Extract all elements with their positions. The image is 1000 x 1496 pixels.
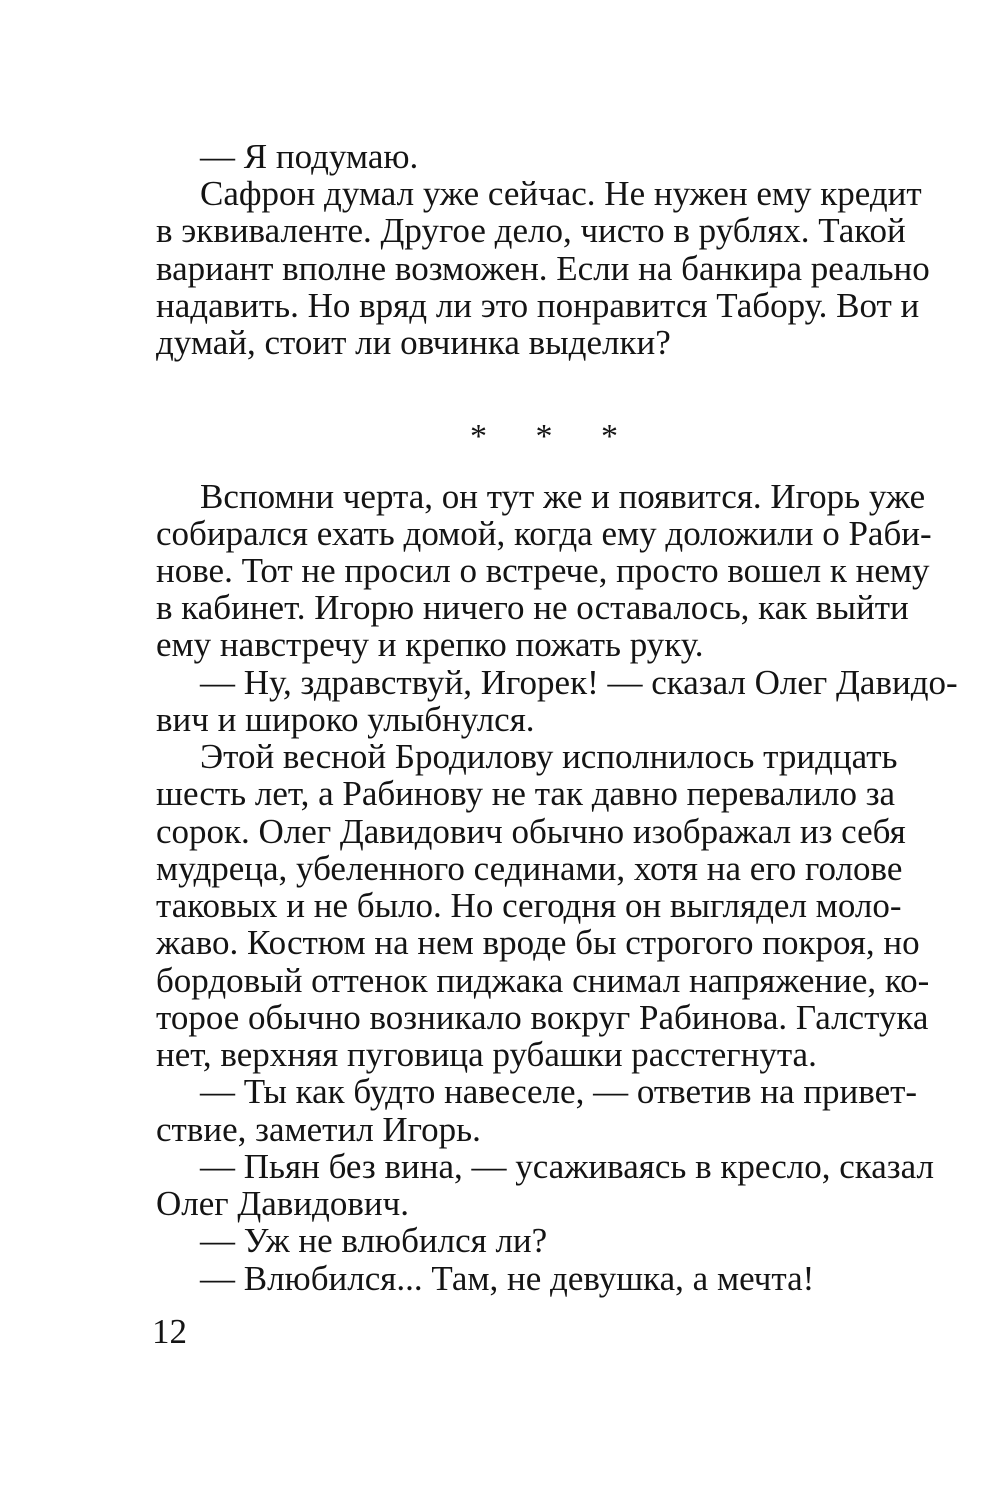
text-line: торое обычно возникало вокруг Рабинова. Галстука [156, 998, 929, 1037]
text-line: — Пьян без вина, — усаживаясь в кресло, сказал [200, 1147, 934, 1186]
text-line: ему навстречу и крепко пожать руку. [156, 625, 704, 664]
page-number: 12 [152, 1312, 187, 1351]
text-line: Сафрон думал уже сейчас. Не нужен ему кредит [200, 174, 922, 213]
text-line: — Влюбился... Там, не девушка, а мечта! [200, 1259, 815, 1298]
text-line: думай, стоит ли овчинка выделки? [156, 323, 671, 362]
text-line: ствие, заметил Игорь. [156, 1110, 481, 1149]
text-line: нет, верхняя пуговица рубашки расстегнута. [156, 1035, 817, 1074]
text-line: — Ты как будто навеселе, — ответив на привет- [200, 1072, 918, 1111]
text-line: Олег Давидович. [156, 1184, 409, 1223]
text-line: таковых и не было. Но сегодня он выглядел моло- [156, 886, 902, 925]
text-line: нове. Тот не просил о встрече, просто вошел к нему [156, 551, 930, 590]
text-line: Этой весной Бродилову исполнилось тридцать [200, 737, 898, 776]
text-line: — Уж не влюбился ли? [200, 1221, 548, 1260]
text-line: надавить. Но вряд ли это понравится Табору. Вот и [156, 286, 920, 325]
section-separator: * * * [470, 418, 638, 455]
text-line: мудреца, убеленного сединами, хотя на его голове [156, 849, 903, 888]
text-line: бордовый оттенок пиджака снимал напряжение, ко- [156, 961, 930, 1000]
text-line: шесть лет, а Рабинову не так давно перевалило за [156, 774, 896, 813]
text-line: сорок. Олег Давидович обычно изображал из себя [156, 812, 906, 851]
text-line: жаво. Костюм на нем вроде бы строгого покроя, но [156, 923, 920, 962]
text-line: вариант вполне возможен. Если на банкира реально [156, 249, 930, 288]
text-line: Вспомни черта, он тут же и появится. Игорь уже [200, 477, 926, 516]
text-line: — Я подумаю. [200, 137, 419, 176]
text-line: вич и широко улыбнулся. [156, 700, 535, 739]
text-line: в кабинет. Игорю ничего не оставалось, как выйти [156, 588, 909, 627]
text-line: в эквиваленте. Другое дело, чисто в рублях. Такой [156, 211, 906, 250]
text-line: — Ну, здравствуй, Игорек! — сказал Олег Давидо- [200, 663, 958, 702]
text-line: собирался ехать домой, когда ему доложили о Раби- [156, 514, 932, 553]
